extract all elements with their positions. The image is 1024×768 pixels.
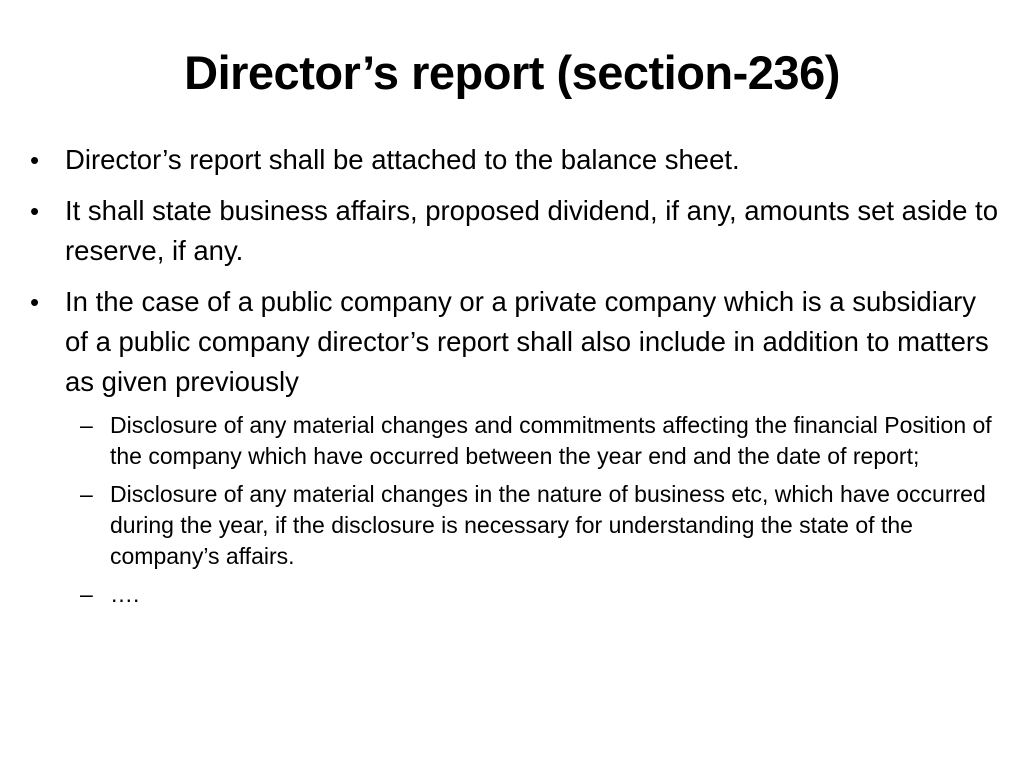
sub-bullet-item [80, 579, 1000, 610]
sub-bullet-text: Disclosure of any material changes and commitments affecting the financial Position of the company which have occurred between the year end and the date of report; [110, 412, 992, 469]
bullet-item [30, 191, 1000, 271]
sub-bullet-marker: – [80, 412, 93, 438]
bullet-marker: • [30, 287, 40, 317]
sub-bullet-text: …. [110, 581, 140, 607]
sub-bullet-item [80, 410, 1000, 472]
slide-title: Director’s report (section-236) [184, 46, 840, 99]
sub-bullet-marker: – [80, 481, 93, 507]
bullet-item [30, 282, 1000, 402]
sub-bullet-item [80, 479, 1000, 572]
bullet-text: It shall state business affairs, proposed dividend, if any, amounts set aside to reserve, if any. [65, 195, 998, 266]
bullet-text: In the case of a public company or a private company which is a subsidiary of a public company director’s report shall also include in addition to matters as given previously [65, 286, 989, 397]
sub-bullet-marker: – [80, 581, 93, 607]
bullet-marker: • [30, 145, 40, 175]
bullet-item [30, 140, 1000, 180]
sub-bullet-text: Disclosure of any material changes in the nature of business etc, which have occurred during the year, if the disclosure is necessary for understanding the state of the company’s affairs. [110, 481, 986, 569]
bullet-text: Director’s report shall be attached to the balance sheet. [65, 144, 740, 175]
bullet-marker: • [30, 196, 40, 226]
slide-content [30, 140, 1000, 617]
